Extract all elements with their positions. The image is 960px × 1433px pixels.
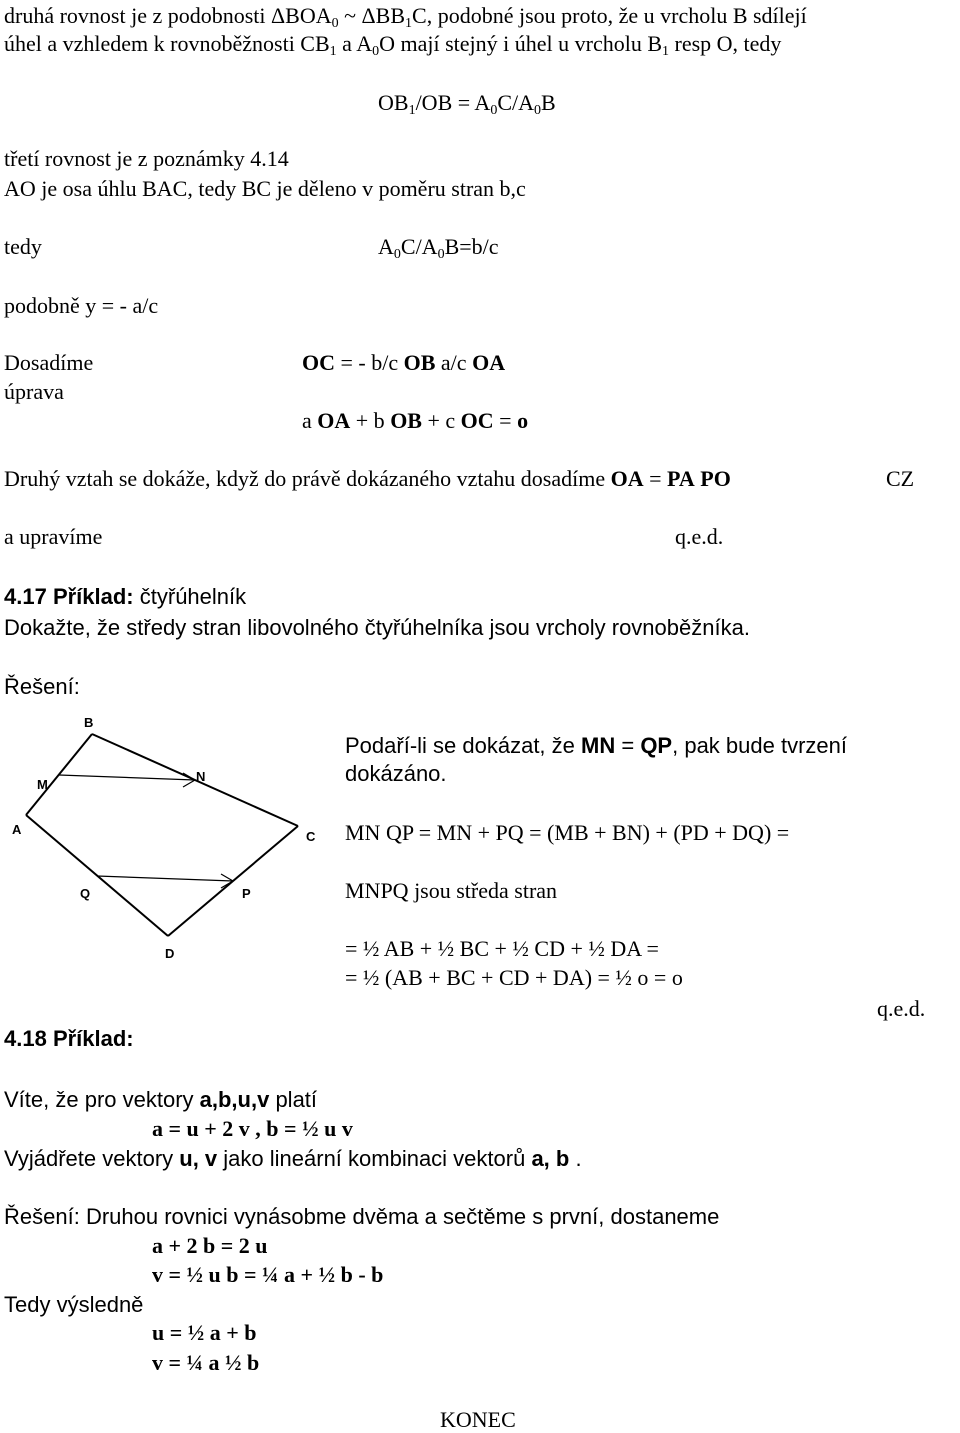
para2-line1: třetí rovnost je z poznámky 4.14	[4, 146, 289, 171]
equation-ratio-2: A0C/A0B=b/c	[378, 234, 499, 262]
konec-footer: KONEC	[440, 1407, 516, 1432]
proof-line-4: MNPQ jsou středa stran	[345, 878, 558, 903]
label-d: D	[165, 946, 175, 961]
result-v: v = ¼ a ½ b	[152, 1350, 260, 1375]
upravime-line: a upravíme	[4, 524, 103, 549]
vector-mn	[59, 775, 195, 780]
proof-line-2: dokázáno.	[345, 761, 447, 786]
equation-oc: OC = - b/c OB a/c OA	[302, 350, 506, 375]
qed-1: q.e.d.	[675, 524, 724, 549]
label-c: C	[306, 829, 316, 844]
equation-ratio-1: OB1/OB = A0C/A0B	[378, 90, 556, 118]
example-4-18-equations: a = u + 2 v , b = ½ u v	[152, 1116, 353, 1141]
qed-2: q.e.d.	[877, 996, 926, 1021]
example-4-17-heading: 4.17 Příklad: čtyřúhelník	[4, 584, 247, 609]
label-p: P	[242, 886, 251, 901]
label-m: M	[37, 777, 48, 792]
quadrilateral-diagram	[0, 700, 330, 970]
label-n: N	[196, 769, 206, 784]
proof-line-3: MN QP = MN + PQ = (MB + BN) + (PD + DQ) =	[345, 820, 790, 845]
para1-line1: druhá rovnost je z podobnosti ΔBOA0 ~ ΔBB1C, podobné jsou proto, že u vrcholu B sdílejí	[4, 3, 807, 31]
dosadime-label: Dosadíme	[4, 350, 94, 375]
edge-da	[26, 815, 168, 936]
cz-mark: CZ	[886, 466, 915, 491]
para2-line2: AO je osa úhlu BAC, tedy BC je děleno v poměru stran b,c	[4, 176, 526, 201]
result-label: Tedy výsledně	[4, 1292, 144, 1317]
solution-step-2: v = ½ u b = ¼ a + ½ b - b	[152, 1262, 384, 1287]
label-b: B	[84, 715, 94, 730]
proof-line-1: Podaří-li se dokázat, že MN = QP, pak bude tvrzení	[345, 733, 847, 758]
solution-step-1: a + 2 b = 2 u	[152, 1233, 268, 1258]
podobne-line: podobně y = - a/c	[4, 293, 159, 318]
example-4-18-line-3: Vyjádřete vektory u, v jako lineární kombinaci vektorů a, b .	[4, 1146, 582, 1171]
uprava-label: úprava	[4, 379, 64, 404]
para1-line2: úhel a vzhledem k rovnoběžnosti CB1 a A0O mají stejný i úhel u vrcholu B1 resp O, tedy	[4, 31, 782, 59]
druhy-vztah-line: Druhý vztah se dokáže, když do právě dokázaného vztahu dosadíme OA = PA PO	[4, 466, 731, 491]
example-4-18-heading: 4.18 Příklad:	[4, 1026, 134, 1051]
proof-line-6: = ½ (AB + BC + CD + DA) = ½ o = o	[345, 965, 683, 990]
result-u: u = ½ a + b	[152, 1320, 257, 1345]
example-4-18-solution: Řešení: Druhou rovnici vynásobme dvěma a sečtěme s první, dostaneme	[4, 1204, 720, 1229]
proof-line-5: = ½ AB + ½ BC + ½ CD + ½ DA =	[345, 936, 659, 961]
edge-ab	[26, 734, 92, 815]
vector-qp	[97, 876, 233, 881]
label-q: Q	[80, 886, 91, 901]
example-4-18-line-1: Víte, že pro vektory a,b,u,v platí	[4, 1087, 318, 1112]
example-4-17-solution-label: Řešení:	[4, 674, 80, 699]
label-a: A	[12, 822, 22, 837]
example-4-17-task: Dokažte, že středy stran libovolného čtyřúhelníka jsou vrcholy rovnoběžníka.	[4, 615, 750, 640]
tedy-label: tedy	[4, 234, 42, 259]
equation-sum: a OA + b OB + c OC = o	[302, 408, 529, 433]
